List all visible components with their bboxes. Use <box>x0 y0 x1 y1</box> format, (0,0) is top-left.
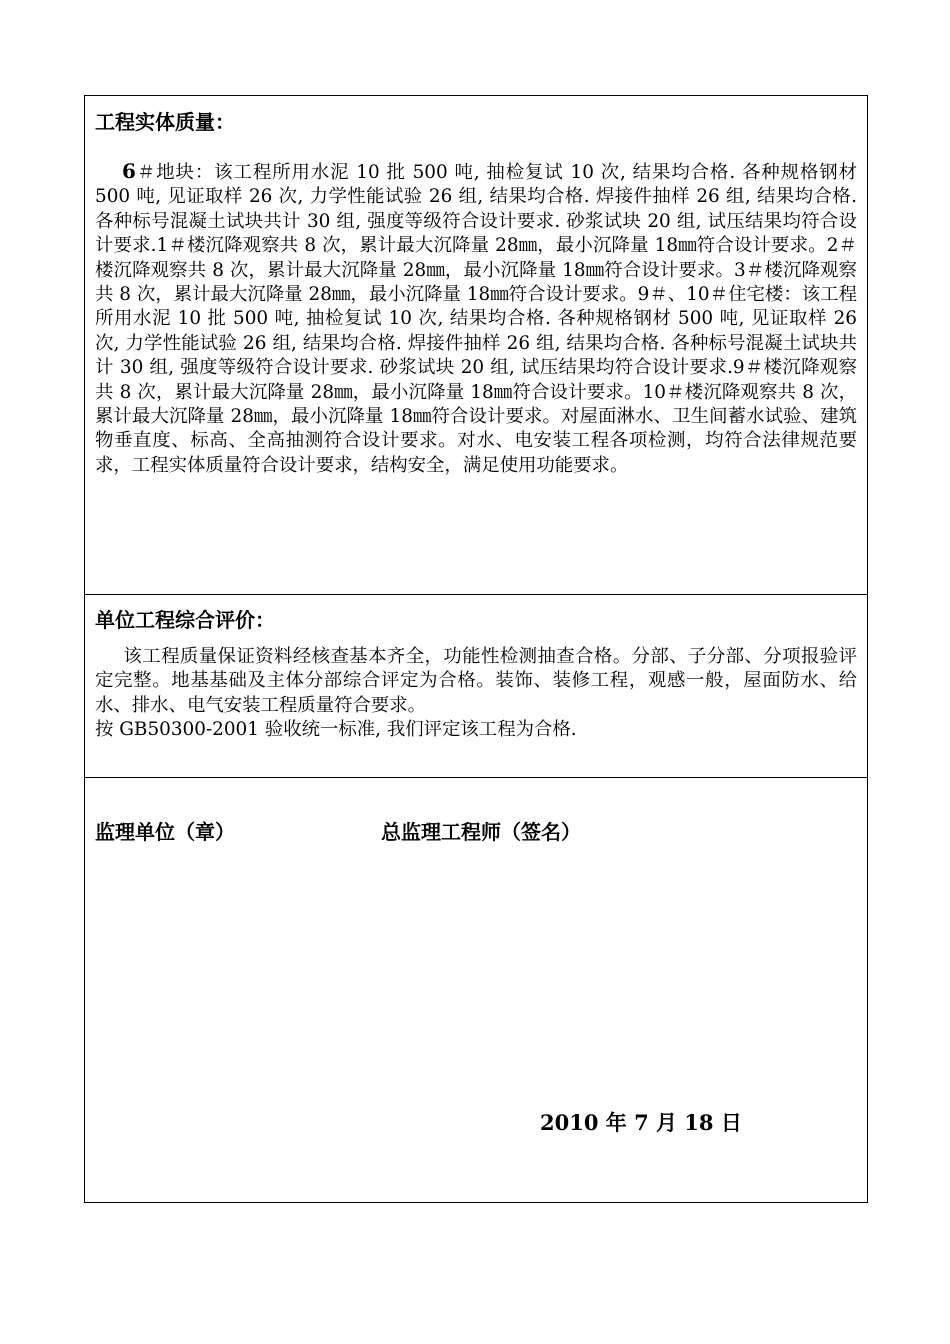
evaluation-form-table <box>84 95 868 1203</box>
entity-quality-section <box>85 96 867 595</box>
overall-evaluation-section <box>85 595 867 778</box>
plot-number: 6 <box>122 159 136 183</box>
signature-section <box>85 778 867 1202</box>
chief-engineer-signature-label: 总监理工程师（签名） <box>381 820 581 844</box>
evaluation-paragraph <box>95 645 857 718</box>
overall-evaluation-heading: 单位工程综合评价： <box>95 608 275 632</box>
entity-quality-body: ＃地块：该工程所用水泥 10 批 500 吨, 抽检复试 10 次, 结果均合格. 各种规格钢材 500 吨, 见证取样 26 次, 力学性能试验 26 组, 结果均合格. 焊接件抽样 26 组, 结果均合格. 各种标号混凝土试块共计 30 组, 强度等级符合设计要求. 砂浆试块 20 组, 试压结果均符合设计要求.1＃楼沉降观察共 8 次，累计最大沉降量 28㎜，最小沉降量 18㎜符合设计要求。2＃楼沉降观察共 8 次，累计最大沉降量 28㎜，最小沉降量 18㎜符合设计要求。3＃楼沉降观察共 8 次，累计最大沉降量 28㎜，最小沉降量 18㎜符合设计要求。9＃、10＃住宅楼：该工程所用水泥 10 批 500 吨, 抽检复试 10 次, 结果均合格. 各种规格钢材 500 吨, 见证取样 26 次, 力学性能试验 26 组, 结果均合格. 焊接件抽样 26 组, 结果均合格. 各种标号混凝土试块共计 30 组, 强度等级符合设计要求. 砂浆试块 20 组, 试压结果均符合设计要求.9＃楼沉降观察共 8 次，累计最大沉降量 28㎜，最小沉降量 18㎜符合设计要求。10＃楼沉降观察共 8 次，累计最大沉降量 28㎜，最小沉降量 18㎜符合设计要求。对屋面淋水、卫生间蓄水试验、建筑物垂直度、标高、全高抽测符合设计要求。对水、电安装工程各项检测，均符合法律规范要求，工程实体质量符合设计要求，结构安全，满足使用功能要求。 <box>95 162 857 476</box>
entity-quality-text <box>95 159 857 478</box>
overall-evaluation-text <box>95 645 857 743</box>
signature-date: 2010 年 7 月 18 日 <box>540 1110 742 1135</box>
supervision-unit-seal-label: 监理单位（章） <box>95 820 235 844</box>
evaluation-paragraph-1: 该工程质量保证资料经核查基本齐全，功能性检测抽查合格。分部、子分部、分项报验评定完整。地基基础及主体分部综合评定为合格。装饰、装修工程，观感一般，屋面防水、给水、排水、电气安装工程质量符合要求。 <box>95 646 857 716</box>
evaluation-paragraph-2: 按 GB50300-2001 验收统一标准, 我们评定该工程为合格. <box>95 719 577 741</box>
entity-quality-heading: 工程实体质量： <box>95 110 235 134</box>
